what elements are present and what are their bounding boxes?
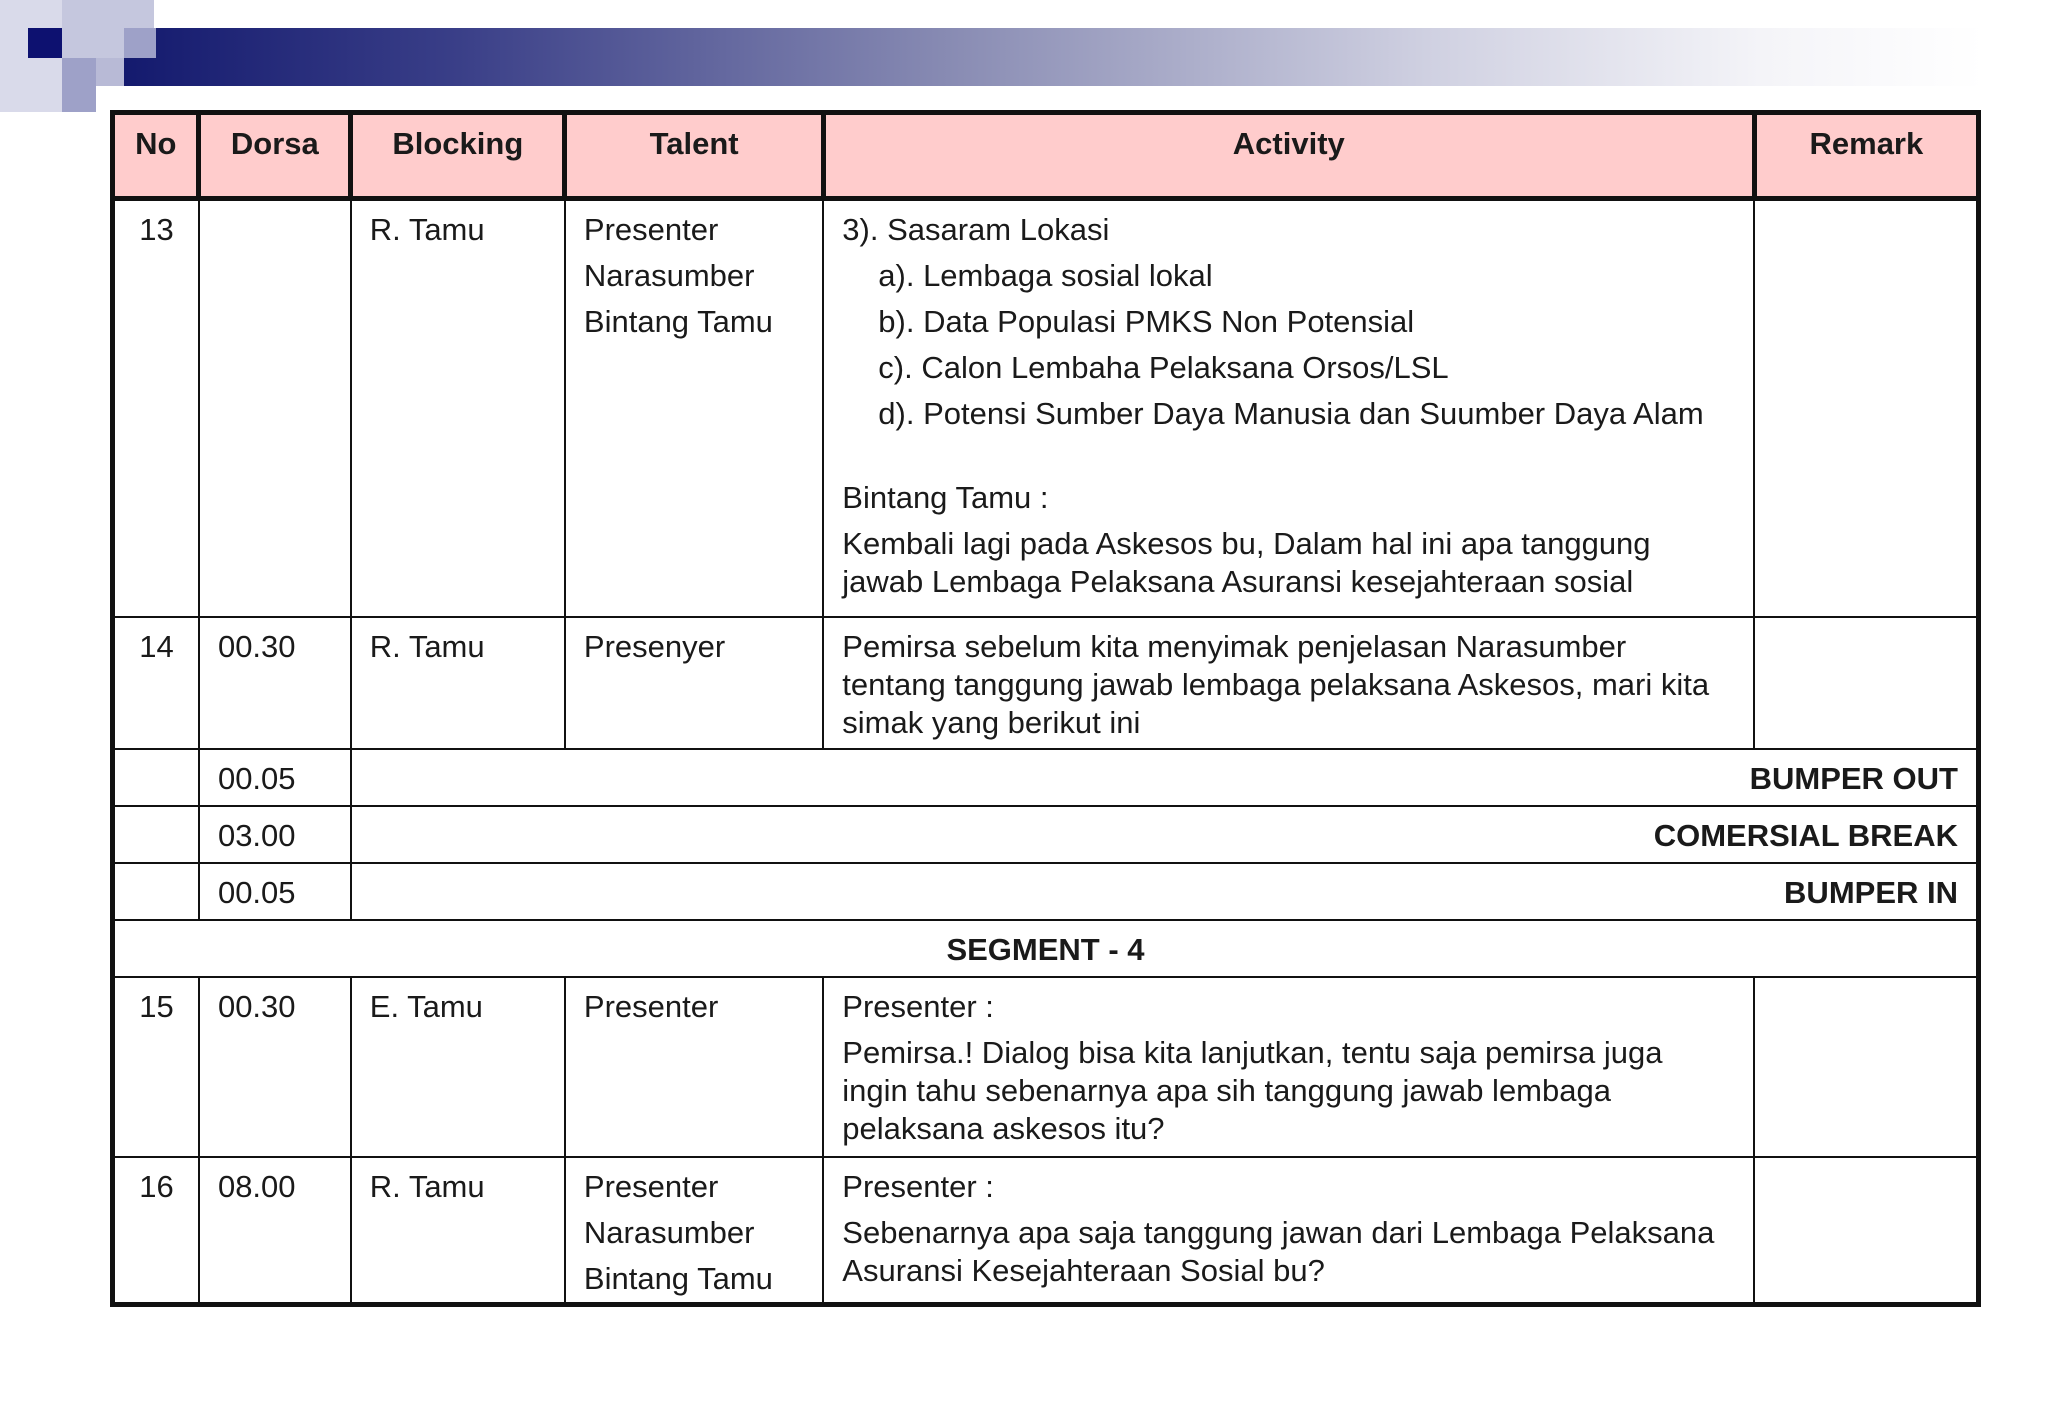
cell-no: 16 (113, 1157, 199, 1305)
cell-bumper-out: BUMPER OUT (351, 749, 1979, 806)
cell-dorsa: 00.05 (199, 749, 351, 806)
talent-line: Narasumber (583, 258, 755, 293)
cell-remark (1754, 617, 1978, 749)
deco-square (94, 58, 124, 86)
speech-text: Sebenarnya apa saja tanggung jawan dari Lembaga Pelaksana Asuransi Kesejahteraan Sosial bu? (842, 1214, 1715, 1288)
header-no: No (113, 113, 199, 199)
activity-item: b). Data Populasi PMKS Non Potensial (878, 304, 1415, 339)
talent-line: Bintang Tamu (583, 304, 773, 339)
deco-square (28, 28, 62, 58)
cell-blocking: R. Tamu (351, 617, 565, 749)
table-row (113, 1157, 1979, 1305)
cell-blocking: R. Tamu (351, 1157, 565, 1305)
cell-talent: Presenter (565, 977, 823, 1157)
speech-text: Kembali lagi pada Askesos bu, Dalam hal ini apa tanggung jawab Lembaga Pelaksana Asuransi kesejahteraan sosial (842, 526, 1651, 599)
deco-square (124, 28, 156, 58)
cell-activity (823, 1157, 1754, 1305)
spacer (842, 433, 1735, 471)
table-row (113, 977, 1979, 1157)
cell-dorsa: 03.00 (199, 806, 351, 863)
cell-dorsa: 00.05 (199, 863, 351, 920)
cell-bumper-in: BUMPER IN (351, 863, 1979, 920)
cell-blocking: E. Tamu (351, 977, 565, 1157)
cell-blocking: R. Tamu (351, 199, 565, 617)
cell-talent (565, 199, 823, 617)
activity-item: a). Lembaga sosial lokal (878, 258, 1213, 293)
activity-heading: 3). Sasaram Lokasi (842, 212, 1110, 247)
cell-activity: Pemirsa sebelum kita menyimak penjelasan Narasumber tentang tanggung jawab lembaga pelaksana Askesos, mari kita simak yang berikut ini (823, 617, 1754, 749)
activity-item: c). Calon Lembaha Pelaksana Orsos/LSL (878, 350, 1449, 385)
cell-commercial-break: COMERSIAL BREAK (351, 806, 1979, 863)
header-dorsa: Dorsa (199, 113, 351, 199)
cell-no (113, 863, 199, 920)
cell-dorsa: 00.30 (199, 977, 351, 1157)
cell-activity (823, 199, 1754, 617)
cell-no (113, 806, 199, 863)
table-row (113, 749, 1979, 806)
header-blocking: Blocking (351, 113, 565, 199)
header-remark: Remark (1754, 113, 1978, 199)
speaker-label: Presenter : (842, 1168, 994, 1204)
table-header-row (113, 113, 1979, 199)
header-talent: Talent (565, 113, 823, 199)
cell-dorsa (199, 199, 351, 617)
talent-line: Narasumber (583, 1214, 755, 1250)
table-row (113, 199, 1979, 617)
cell-talent: Presenyer (565, 617, 823, 749)
rundown-table (110, 110, 1981, 1307)
activity-item: d). Potensi Sumber Daya Manusia dan Suumber Daya Alam (878, 396, 1704, 431)
table-row (113, 863, 1979, 920)
gradient-bar (124, 28, 1984, 86)
cell-dorsa: 08.00 (199, 1157, 351, 1305)
cell-remark (1754, 1157, 1978, 1305)
table-row (113, 617, 1979, 749)
cell-remark (1754, 199, 1978, 617)
segment-row (113, 920, 1979, 977)
table-row (113, 806, 1979, 863)
header-activity: Activity (823, 113, 1754, 199)
cell-no: 13 (113, 199, 199, 617)
cell-remark (1754, 977, 1978, 1157)
cell-no: 14 (113, 617, 199, 749)
deco-square (62, 58, 96, 112)
speaker-label: Bintang Tamu : (842, 480, 1049, 515)
cell-dorsa: 00.30 (199, 617, 351, 749)
cell-no: 15 (113, 977, 199, 1157)
talent-line: Presenter (583, 212, 719, 247)
speaker-label: Presenter : (842, 988, 994, 1024)
talent-line: Presenter (583, 1168, 719, 1204)
cell-talent (565, 1157, 823, 1305)
segment-title: SEGMENT - 4 (113, 920, 1979, 977)
cell-activity (823, 977, 1754, 1157)
cell-no (113, 749, 199, 806)
speech-text: Pemirsa.! Dialog bisa kita lanjutkan, tentu saja pemirsa juga ingin tahu sebenarnya apa sih tanggung jawab lembaga pelaksana askesos itu? (842, 1034, 1663, 1146)
talent-line: Bintang Tamu (583, 1260, 773, 1296)
